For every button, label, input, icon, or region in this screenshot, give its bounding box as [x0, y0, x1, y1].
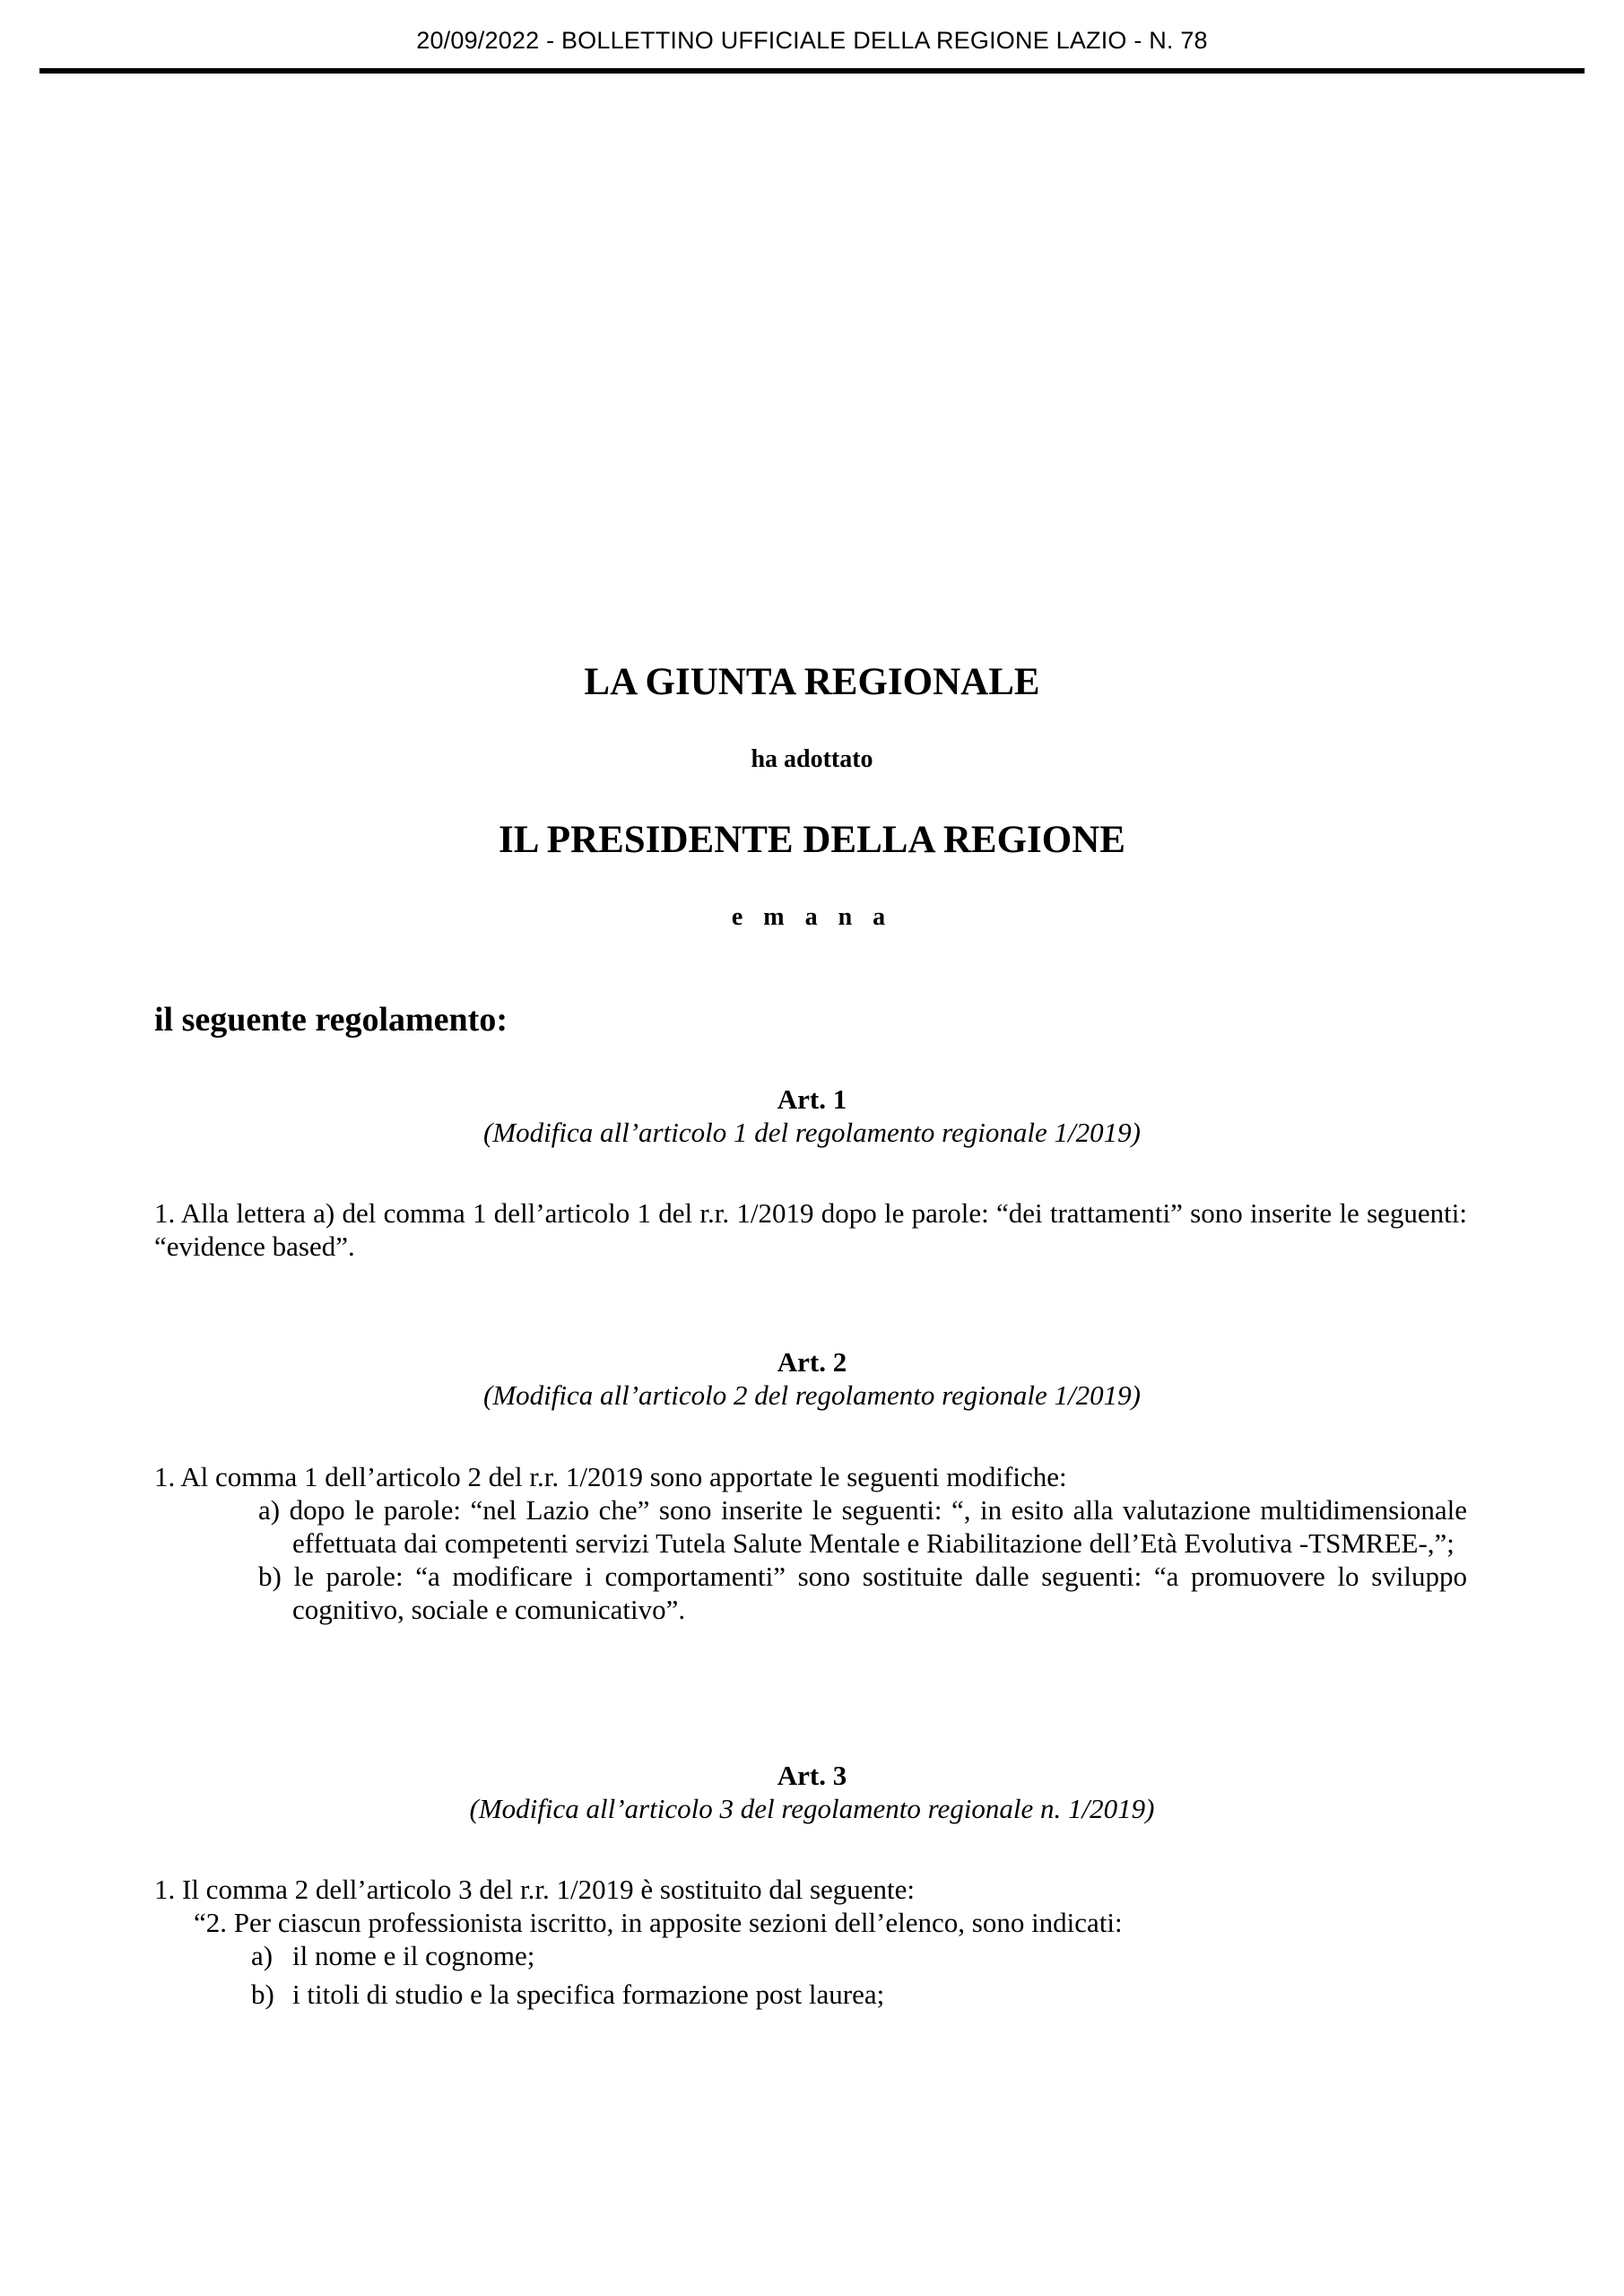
enum-label: a): [251, 1940, 274, 1971]
article-2-lead: 1. Al comma 1 dell’articolo 2 del r.r. 1/2019 sono apportate le seguenti modifiche:: [154, 1461, 1067, 1492]
article-3-lead: 1. Il comma 2 dell’articolo 3 del r.r. 1/2019 è sostituito dal seguente:: [154, 1874, 916, 1905]
article-3-enum-a: [154, 1939, 1467, 1972]
enum-text: i titoli di studio e la specifica formazione post laurea;: [292, 1979, 885, 2010]
article-2-subtitle: (Modifica all’articolo 2 del regolamento regionale 1/2019): [483, 1379, 1141, 1411]
article-1-paragraph: 1. Alla lettera a) del comma 1 dell’articolo 1 del r.r. 1/2019 dopo le parole: “dei trattamenti” sono inserite le seguenti: “evidence based”.: [154, 1197, 1467, 1262]
article-3-subtitle: (Modifica all’articolo 3 del regolamento regionale n. 1/2019): [469, 1793, 1155, 1824]
emana-line: e m a n a: [731, 903, 893, 931]
president-heading: IL PRESIDENTE DELLA REGIONE: [499, 819, 1125, 861]
bulletin-header: 20/09/2022 - BOLLETTINO UFFICIALE DELLA REGIONE LAZIO - N. 78: [416, 27, 1208, 54]
article-3-body: [154, 1873, 1467, 2011]
enum-label: b): [251, 1979, 274, 2010]
giunta-heading: LA GIUNTA REGIONALE: [584, 661, 1040, 703]
article-2-title: Art. 2: [777, 1346, 847, 1378]
article-3-quote: “2. Per ciascun professionista iscritto, in apposite sezioni dell’elenco, sono indicati:: [194, 1907, 1123, 1938]
article-1-subtitle: (Modifica all’articolo 1 del regolamento regionale 1/2019): [483, 1117, 1141, 1148]
article-2-body: [154, 1460, 1467, 1626]
article-2-items: [154, 1493, 1467, 1626]
article-2-item-a: a) dopo le parole: “nel Lazio che” sono inserite le seguenti: “, in esito alla valutazione multidimensionale effettuata dai competenti servizi Tutela Salute Mentale e Riabilitazione dell’Età Evolutiva -TSMREE-,”;: [258, 1494, 1467, 1559]
article-1-title: Art. 1: [777, 1083, 847, 1115]
regulation-intro: il seguente regolamento:: [154, 1001, 508, 1039]
article-2-item-b: b) le parole: “a modificare i comportamenti” sono sostituite dalle seguenti: “a promuovere lo sviluppo cognitivo, sociale e comunicativo”.: [258, 1561, 1467, 1625]
enum-text: il nome e il cognome;: [292, 1940, 535, 1971]
article-3-enum-b: [154, 1978, 1467, 2011]
adopted-line: ha adottato: [751, 745, 873, 773]
header-rule: [39, 68, 1585, 74]
article-3-title: Art. 3: [777, 1760, 847, 1791]
